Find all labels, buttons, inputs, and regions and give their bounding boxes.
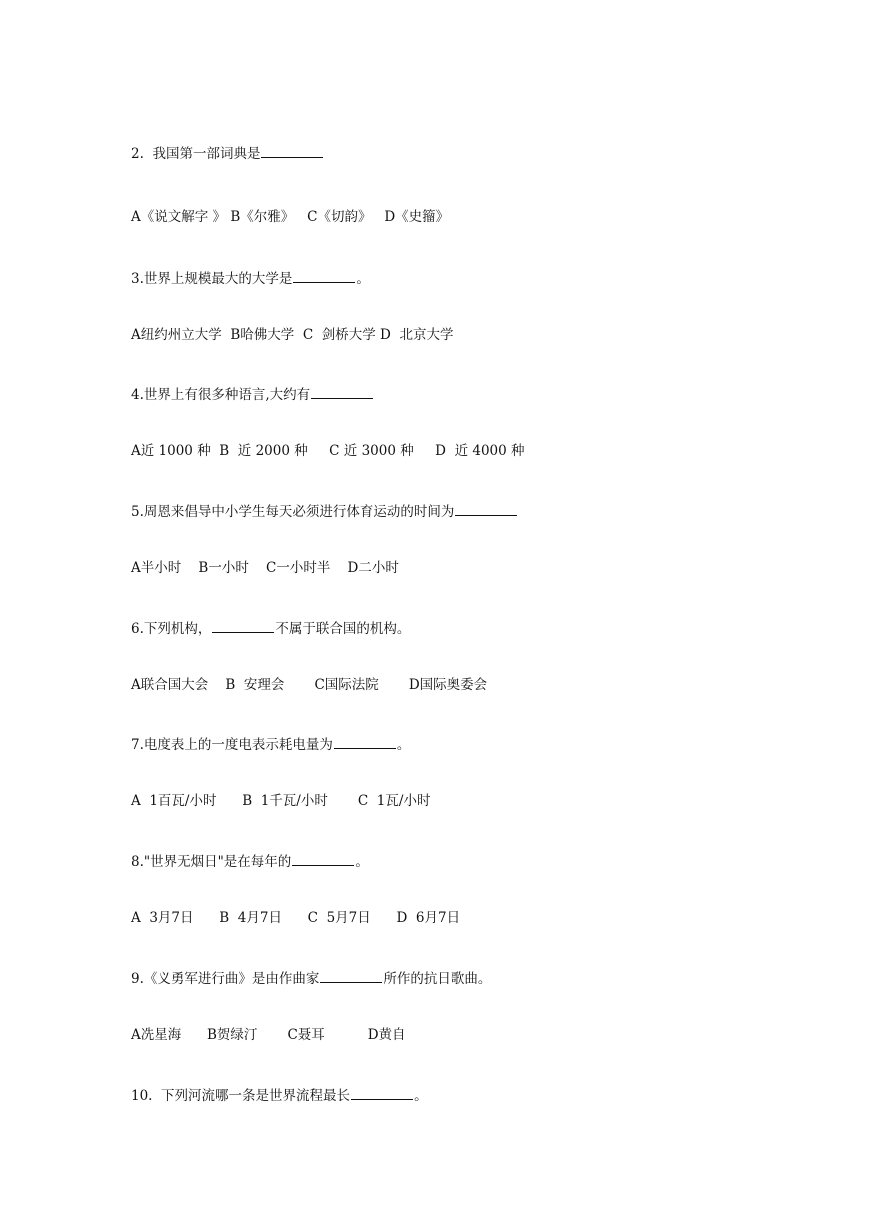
question-text: 5.周恩来倡导中小学生每天必须进行体育运动的时间为: [131, 504, 455, 520]
question-5: [131, 501, 518, 521]
question-suffix: 。: [414, 1088, 428, 1104]
answer-blank: [320, 968, 382, 983]
question-text: 4.世界上有很多种语言,大约有: [131, 387, 311, 403]
question-suffix: 所作的抗日歌曲。: [383, 971, 492, 987]
options-4: A近 1000 种 B 近 2000 种 C 近 3000 种 D 近 4000 种: [131, 443, 525, 459]
question-text: 8."世界无烟日"是在每年的: [131, 854, 292, 870]
question-suffix: 。: [356, 271, 370, 287]
options-6: A联合国大会 B 安理会 C国际法院 D国际奥委会: [131, 677, 488, 693]
question-2: [131, 143, 324, 163]
question-8: [131, 851, 369, 871]
answer-blank: [334, 734, 396, 749]
question-10: [131, 1085, 428, 1105]
question-text: 10. 下列河流哪一条是世界流程最长: [131, 1088, 351, 1104]
question-text: 7.电度表上的一度电表示耗电量为: [131, 737, 333, 753]
answer-blank: [293, 268, 355, 283]
question-4: [131, 384, 374, 404]
question-3: [131, 268, 370, 288]
options-2: A《说文解字 》 B《尔雅》 C《切韵》 D《史籀》: [131, 209, 450, 225]
options-7: A 1百瓦/小时 B 1千瓦/小时 C 1瓦/小时: [131, 793, 431, 809]
options-3: A纽约州立大学 B哈佛大学 C 剑桥大学 D 北京大学: [131, 327, 454, 343]
answer-blank: [292, 851, 354, 866]
question-text: 3.世界上规模最大的大学是: [131, 271, 293, 287]
answer-blank: [351, 1085, 413, 1100]
answer-blank: [311, 384, 373, 399]
answer-blank: [261, 143, 323, 158]
question-text: 6.下列机构，: [131, 621, 212, 637]
options-5: A半小时 B一小时 C一小时半 D二小时: [131, 560, 399, 576]
question-6: [131, 618, 410, 638]
answer-blank: [455, 501, 517, 516]
question-7: [131, 734, 410, 754]
question-suffix: 。: [355, 854, 369, 870]
options-8: A 3月7日 B 4月7日 C 5月7日 D 6月7日: [131, 910, 461, 926]
question-suffix: 不属于联合国的机构。: [275, 621, 411, 637]
question-text: 2. 我国第一部词典是: [131, 146, 261, 162]
options-9: A冼星海 B贺绿汀 C聂耳 D黄自: [131, 1027, 406, 1043]
question-9: [131, 968, 491, 988]
question-text: 9.《义勇军进行曲》是由作曲家: [131, 971, 320, 987]
question-suffix: 。: [396, 737, 411, 753]
answer-blank: [212, 618, 274, 633]
